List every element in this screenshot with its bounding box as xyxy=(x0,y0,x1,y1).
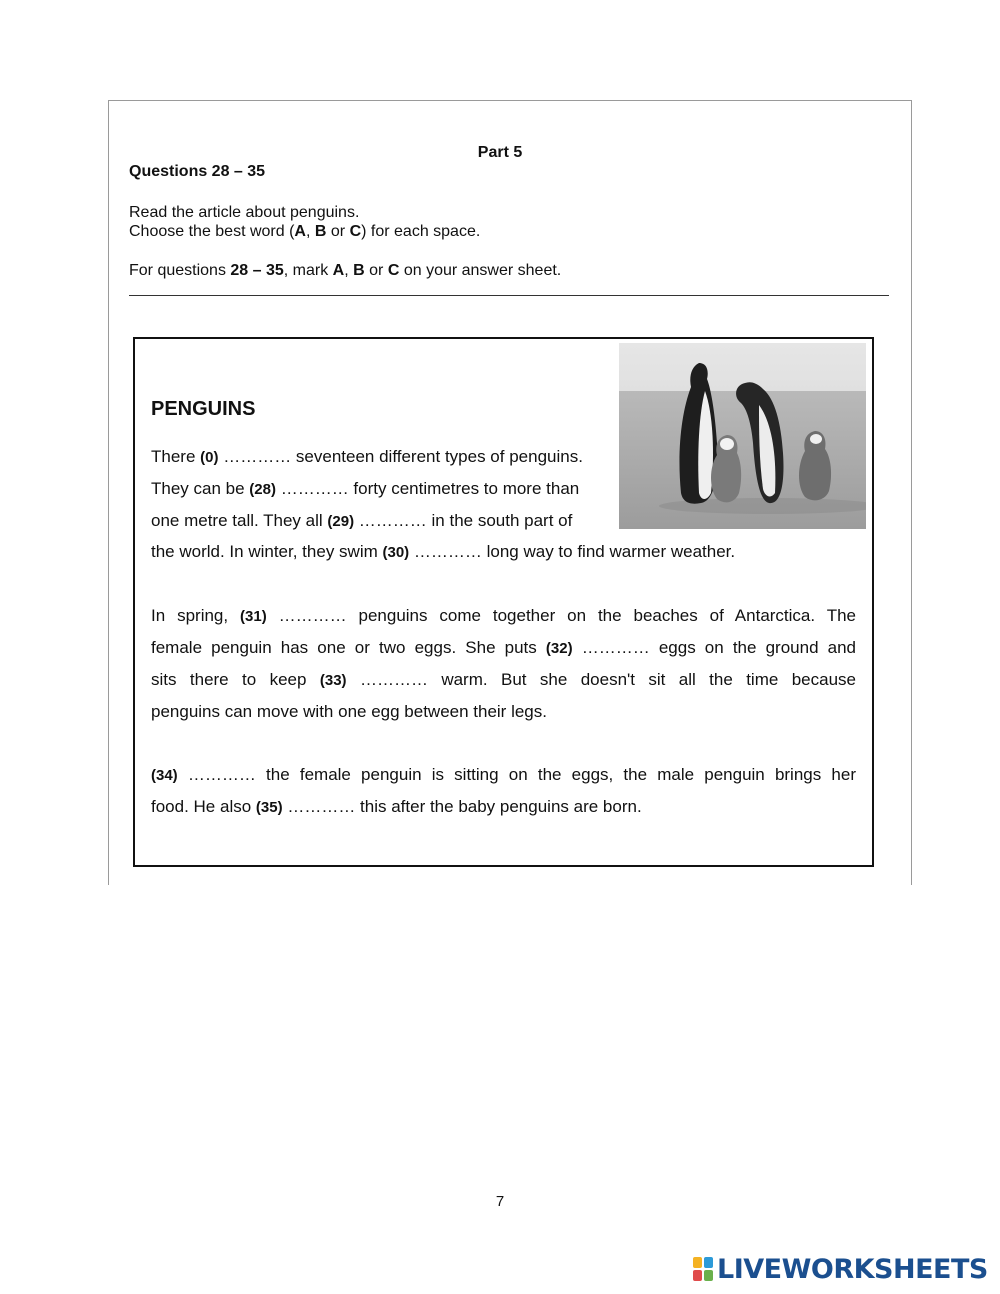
gap-number-29: (29) xyxy=(327,513,355,530)
article-line-4: the world. In winter, they swim (30) ………… long way to find warmer weather. xyxy=(151,542,736,561)
gap-number-0: (0) xyxy=(200,449,219,466)
article-line-9: (34) ………… the female penguin is sitting on the eggs, the male penguin brings her xyxy=(151,765,856,784)
gap-number-32: (32) xyxy=(545,640,573,657)
logo-square-3 xyxy=(693,1270,702,1281)
gap-number-33: (33) xyxy=(319,672,347,689)
article-line-8: penguins can move with one egg between their legs. xyxy=(151,702,547,721)
penguin-photo xyxy=(619,343,866,529)
gap-number-34: (34) xyxy=(151,767,178,784)
instruction-choose: Choose the best word (A, B or C) for each space. xyxy=(129,223,481,240)
article-title: PENGUINS xyxy=(151,398,256,420)
brand-name: LIVEWORKSHEETS xyxy=(717,1253,988,1285)
article-line-5: In spring, (31) ………… penguins come together on the beaches of Antarctica. The xyxy=(151,606,856,625)
instruction-read: Read the article about penguins. Choose the best word (A, B or C) for each space. xyxy=(129,204,481,240)
divider-line xyxy=(129,295,889,296)
article-line-7: sits there to keep (33) ………… warm. But she doesn't sit all the time because xyxy=(151,670,856,689)
liveworksheets-logo xyxy=(692,1254,988,1284)
article-line-10: food. He also (35) ………… this after the baby penguins are born. xyxy=(151,797,642,816)
gap-number-31: (31) xyxy=(240,608,267,625)
logo-square-2 xyxy=(704,1257,713,1268)
gap-number-30: (30) xyxy=(382,544,410,561)
gap-number-28: (28) xyxy=(249,481,276,498)
instruction-mark: For questions 28 – 35, mark A, B or C on your answer sheet. xyxy=(129,262,562,279)
logo-square-4 xyxy=(704,1270,713,1281)
article-line-2: They can be (28) ………… forty centimetres to more than xyxy=(151,479,580,498)
page-number: 7 xyxy=(495,1193,505,1210)
liveworksheets-icon xyxy=(692,1256,714,1282)
article-line-1: There (0) ………… seventeen different types of penguins. xyxy=(151,447,583,466)
part-title: Part 5 xyxy=(477,144,523,161)
article-line-6: female penguin has one or two eggs. She puts (32) ………… eggs on the ground and xyxy=(151,638,856,657)
article-line-3: one metre tall. They all (29) ………… in the south part of xyxy=(151,511,573,530)
gap-number-35: (35) xyxy=(255,799,283,816)
logo-square-1 xyxy=(693,1257,702,1268)
questions-heading: Questions 28 – 35 xyxy=(129,163,266,180)
